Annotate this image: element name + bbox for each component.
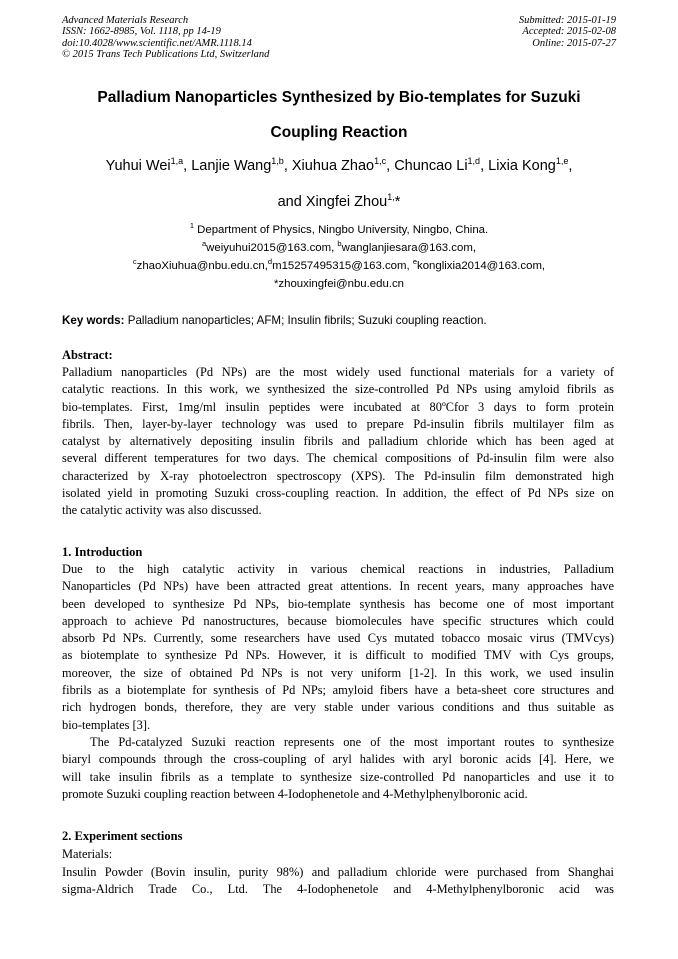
abstract-heading: Abstract:: [62, 348, 113, 362]
author-list-line-1: [62, 158, 616, 174]
text-line: sigma-Aldrich Trade Co., Ltd. The 4-Iodophenetole and 4-Methylphenylboronic acid was: [62, 882, 614, 897]
corresponding-email: *zhouxingfei@nbu.edu.cn: [274, 278, 404, 290]
keywords-text: Palladium nanoparticles; AFM; Insulin fibrils; Suzuki coupling reaction.: [124, 314, 487, 327]
text-line: The Pd-catalyzed Suzuki reaction represents one of the most important routes to synthesize: [90, 734, 614, 749]
text-line: Insulin Powder (Bovin insulin, purity 98%) and palladium chloride were purchased from Shanghai: [62, 865, 614, 879]
email-sup: a: [202, 239, 207, 249]
email-line-2: [62, 257, 616, 272]
experiment-body: [62, 864, 614, 899]
online-date: Online: 2015-07-27: [532, 37, 616, 49]
introduction-heading: 1. Introduction: [62, 545, 143, 559]
abstract-body: [62, 364, 614, 520]
author-sep: ,: [480, 158, 489, 174]
author-sup: 1,e: [555, 156, 569, 167]
keywords-label: Key words:: [62, 314, 125, 327]
author-sep: ,: [386, 158, 395, 174]
text-line: Palladium nanoparticles (Pd NPs) are the most widely used functional materials for a variety of: [62, 365, 614, 379]
author-list-line-2: [62, 194, 616, 210]
affiliation-text: Department of Physics, Ningbo University, Ningbo, China.: [193, 224, 489, 236]
paper-title-line-2: Coupling Reaction: [270, 124, 408, 141]
text-line: been developed to synthesize Pd NPs, bio-template synthesis has become one of most important: [62, 596, 614, 611]
text-line: bio-templates. First, 1mg/ml insulin peptides were incubated at 80ºCfor 3 days to form protein: [62, 399, 614, 414]
text-line: characterized by X-ray photoelectron spectroscopy (XPS). The Pd-insulin film demonstrated high: [62, 468, 614, 483]
text-line: fibrils. Then, layer-by-layer technology was used to prepare Pd-insulin fibrils multilayer film as: [62, 416, 614, 431]
text-line: catalyst by alternatively depositing insulin fibrils and palladium chloride which has been aged at: [62, 434, 614, 449]
author-sep: ,: [283, 158, 292, 174]
experiment-heading: 2. Experiment sections: [62, 829, 183, 843]
email-address: m15257495315@163.com,: [272, 260, 413, 272]
materials-label: Materials:: [62, 847, 113, 861]
author-name: Lanjie Wang: [191, 158, 272, 174]
text-line: fibrils as a biotemplate for synthesis of Pd NPs; amyloid fibers have a beta-sheet core structures and: [62, 683, 614, 698]
email-sup: c: [132, 257, 137, 267]
text-line: will take insulin fibrils as a template to synthesize size-controlled Pd nanoparticles and use it to: [62, 769, 614, 784]
publication-dates: [519, 15, 616, 49]
email-sup: d: [267, 257, 273, 267]
text-line: rich hydrogen bonds, therefore, they are very stable under various conditions and thus suitable as: [62, 700, 614, 715]
author-name: Chuncao Li: [394, 158, 468, 174]
author-name: and Xingfei Zhou: [277, 194, 388, 210]
email-line-1: [62, 239, 616, 254]
text-line: several different temperatures for two days. The chemical compositions of Pd-insulin film were also: [62, 451, 614, 466]
journal-name: Advanced Materials Research: [62, 15, 189, 26]
text-line: isolated yield in promoting Suzuki cross-coupling reaction. In addition, the effect of Pd NPs size on: [62, 486, 614, 501]
text-line: the catalytic activity was also discussed.: [62, 503, 262, 518]
text-line: approach to achieve Pd nanostructures, because biomolecules have specific structures which could: [62, 613, 614, 628]
text-line: biaryl compounds through the cross-coupling of aryl halides with aryl boronic acids [4]. Here, we: [62, 752, 614, 767]
journal-copyright: © 2015 Trans Tech Publications Ltd, Switzerland: [62, 49, 270, 61]
text-line: catalytic reactions. In this work, we synthesized the size-controlled Pd NPs using amyloid fibrils as: [62, 382, 614, 397]
author-sup: 1,a: [170, 156, 184, 167]
author-sup: 1,b: [271, 156, 284, 167]
paper-title-line-1: Palladium Nanoparticles Synthesized by Bio-templates for Suzuki: [97, 89, 581, 106]
email-address: wanglanjiesara@163.com,: [341, 242, 476, 254]
corresponding-mark: *: [394, 194, 401, 210]
journal-issn: ISSN: 1662-8985, Vol. 1118, pp 14-19: [62, 26, 221, 38]
text-line: promote Suzuki coupling reaction between 4-Iodophenetole and 4-Methylphenylboronic acid.: [62, 786, 528, 801]
keywords: [62, 314, 622, 327]
text-line: as biotemplate to synthesize Pd NPs. However, it is difficult to modified TMV with Cys groups,: [62, 648, 614, 663]
text-line: Nanoparticles (Pd NPs) have been attracted great attentions. In recent years, many approaches have: [62, 579, 614, 594]
text-line: Due to the high catalytic activity in various chemical reactions in industries, Palladium: [62, 562, 614, 576]
email-address: zhaoXiuhua@nbu.edu.cn,: [136, 260, 268, 272]
author-sup: 1,c: [374, 156, 387, 167]
email-address: konglixia2014@163.com,: [417, 260, 546, 272]
email-sup: e: [412, 257, 418, 267]
journal-info: [62, 15, 269, 61]
author-sep: ,: [568, 158, 573, 174]
author-name: Lixia Kong: [488, 158, 556, 174]
email-sup: b: [337, 239, 342, 249]
submitted-date: Submitted: 2015-01-19: [518, 15, 616, 26]
author-name: Yuhui Wei: [105, 158, 171, 174]
affiliation: [62, 221, 616, 236]
author-sep: ,: [183, 158, 192, 174]
author-sup: 1,: [387, 192, 395, 203]
text-line: bio-templates [3].: [62, 717, 151, 732]
introduction-body: [62, 561, 614, 803]
email-address: weiyuhui2015@163.com,: [206, 242, 338, 254]
text-line: absorb Pd NPs. Currently, some researchers have used Cys mutated tobacco mosaic virus (TMVcys): [62, 631, 614, 646]
accepted-date: Accepted: 2015-02-08: [522, 26, 616, 38]
author-name: Xiuhua Zhao: [291, 158, 375, 174]
email-line-3: [62, 278, 616, 290]
text-line: moreover, the size of obtained Pd NPs is not very uniform [1-2]. In this work, we used insulin: [62, 665, 614, 680]
affiliation-sup: 1: [189, 221, 194, 231]
journal-doi: doi:10.4028/www.scientific.net/AMR.1118.14: [62, 37, 252, 49]
author-sup: 1,d: [467, 156, 481, 167]
